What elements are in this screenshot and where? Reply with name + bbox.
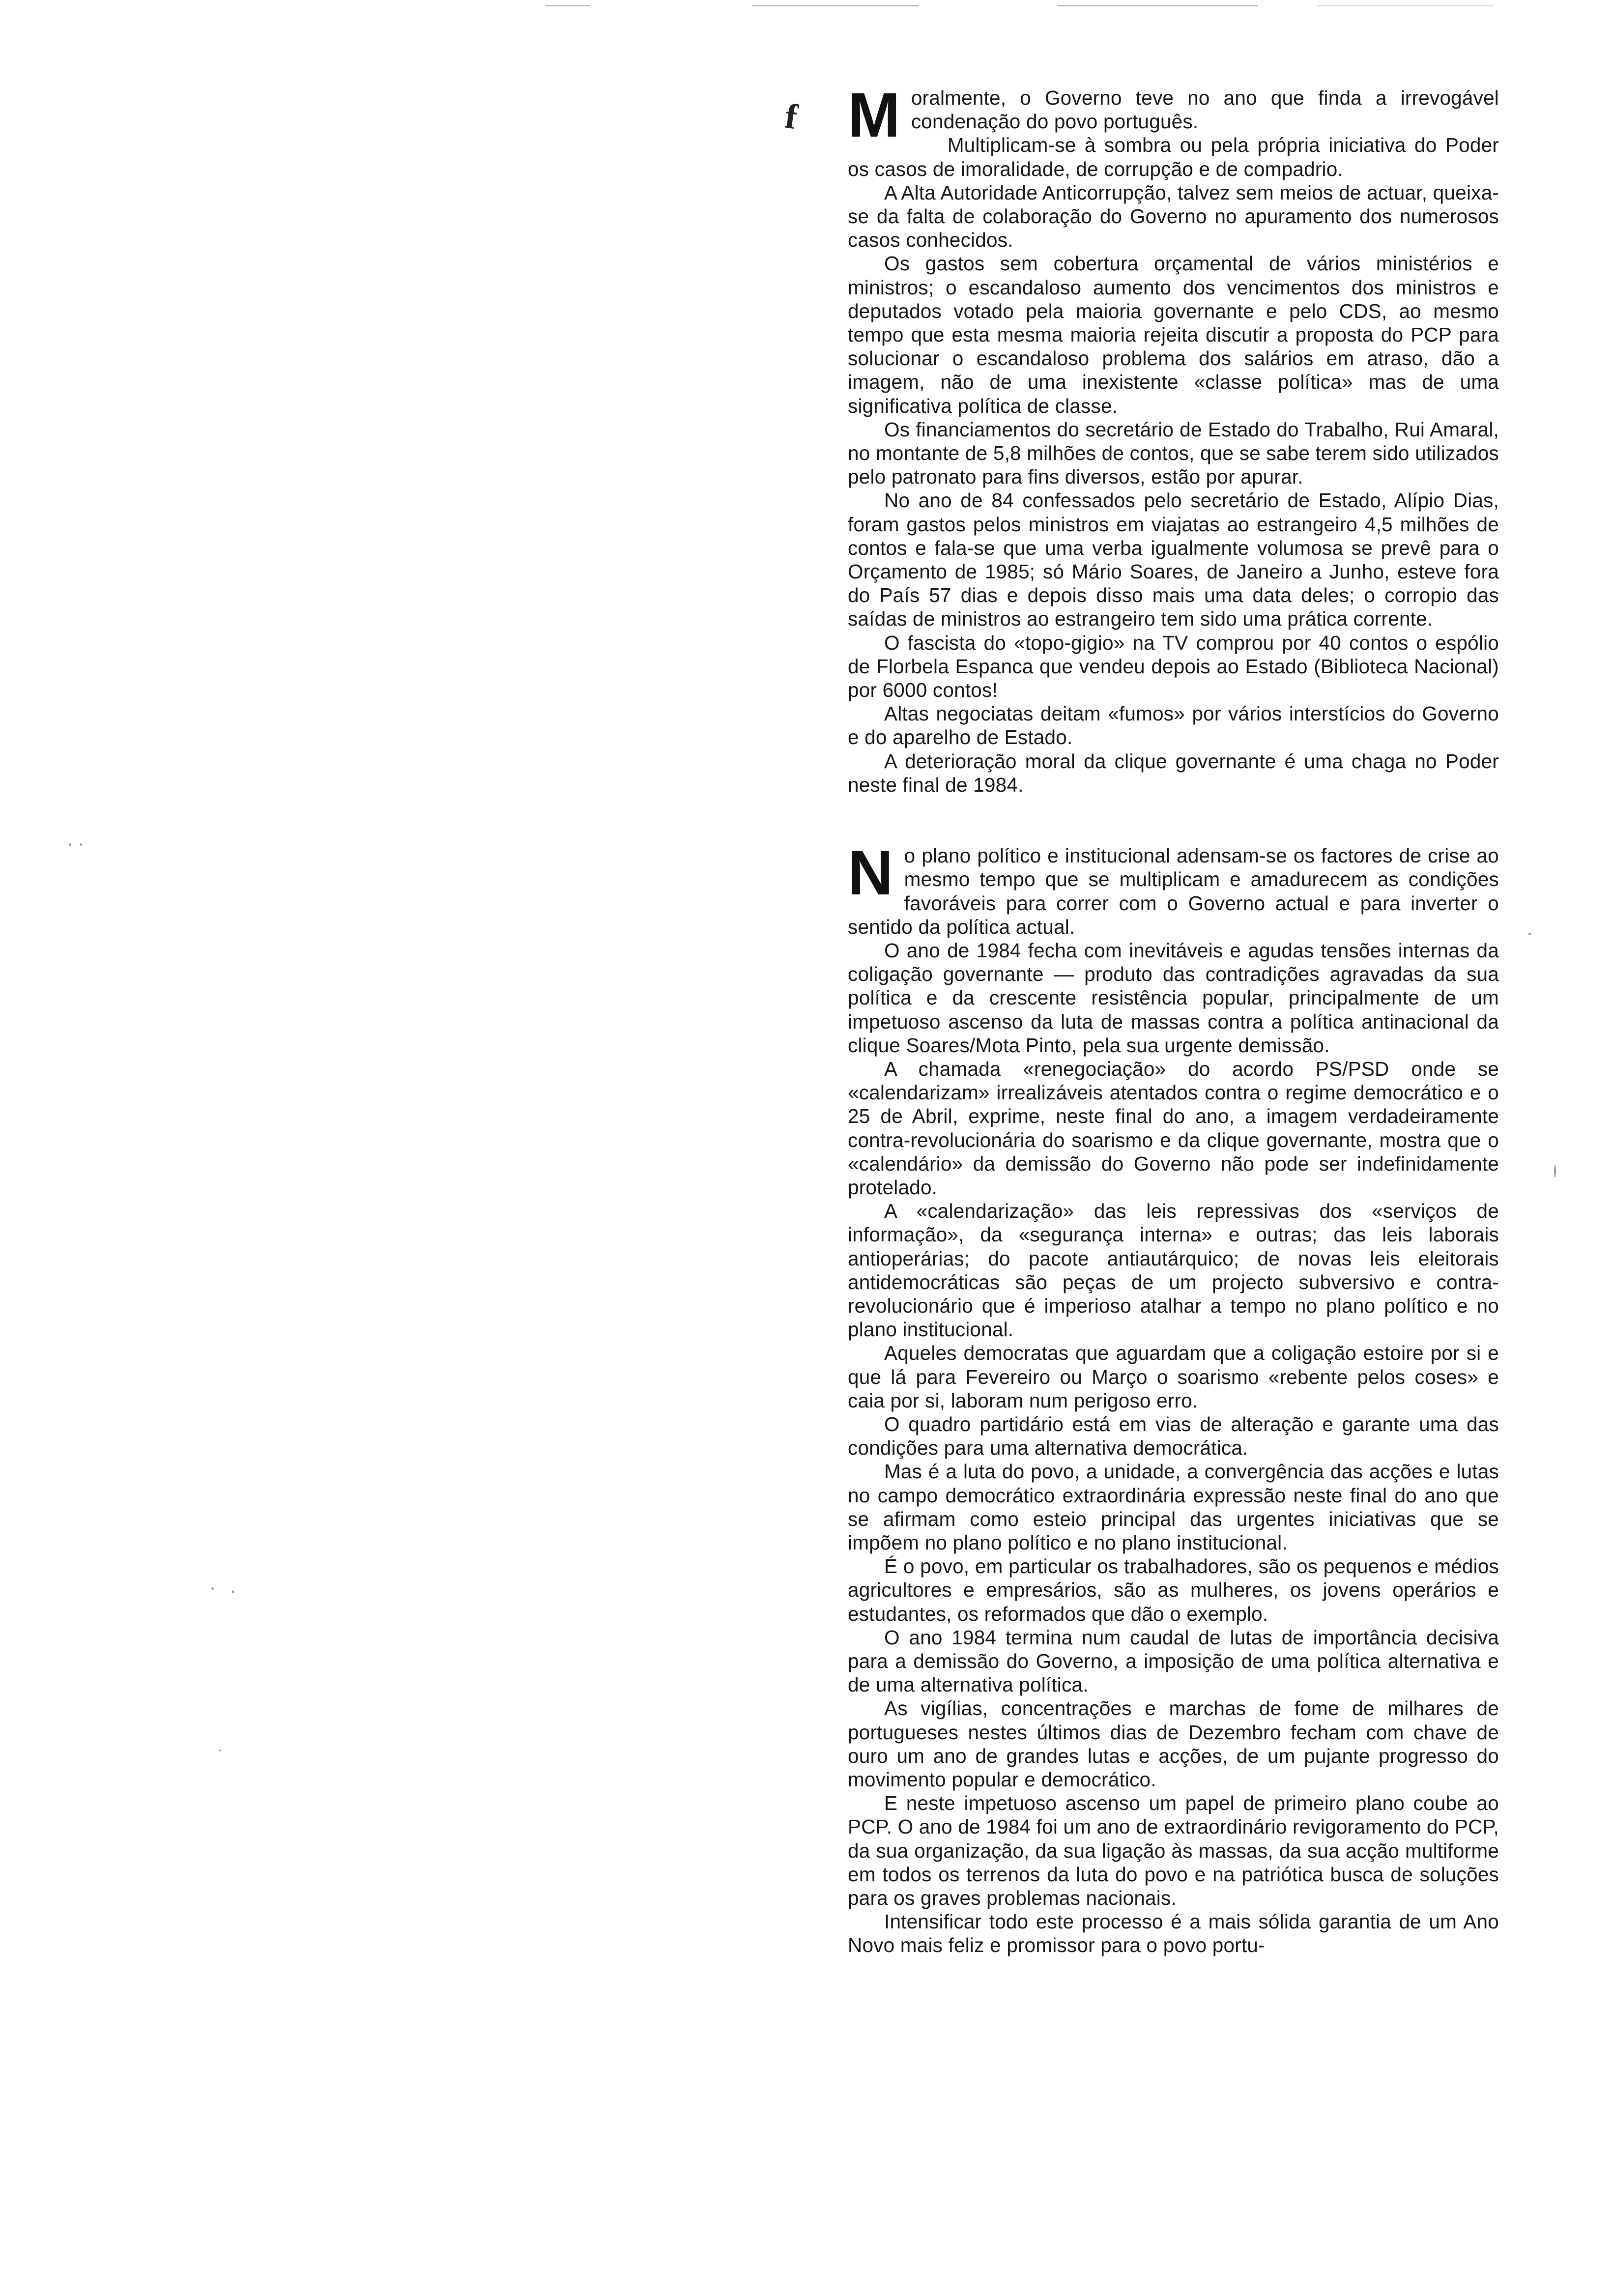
article-paragraph: A «calendarização» das leis repressivas dos «serviços de informação», da «segurança interna» e outras; das leis laborais antioperárias; do pacote antiautárquico; de novas leis eleitorais antidemocráticas são peças de um projecto subversivo e contra-revolucionário que é imperioso atalhar a tempo no plano político e no plano institucional. bbox=[848, 1200, 1499, 1341]
article-paragraph: Altas negociatas deitam «fumos» por vários interstícios do Governo e do aparelho de Estado. bbox=[848, 702, 1499, 749]
scan-rule bbox=[752, 5, 919, 6]
dropcap: N bbox=[848, 838, 893, 909]
article-paragraph: É o povo, em particular os trabalhadores, são os pequenos e médios agricultores e empresários, são as mulheres, os jovens operários e estudantes, os reformados que dão o exemplo. bbox=[848, 1555, 1499, 1625]
scan-speck bbox=[232, 1590, 234, 1593]
article-paragraph: A Alta Autoridade Anticorrupção, talvez sem meios de actuar, queixa-se da falta de colaboração do Governo no apuramento dos numerosos casos conhecidos. bbox=[848, 181, 1499, 252]
article-paragraph: O quadro partidário está em vias de alteração e garante uma das condições para uma alternativa democrática. bbox=[848, 1412, 1499, 1460]
article-paragraph: No plano político e institucional adensam-se os factores de crise ao mesmo tempo que se multiplicam e amadurecem as condições favoráveis para correr com o Governo actual e para inverter o sentido da política actual. bbox=[848, 838, 1499, 938]
article-paragraph: Aqueles democratas que aguardam que a coligação estoire por si e que lá para Fevereiro ou Março o soarismo «rebente pelos coses» e caia por si, laboram num perigoso erro. bbox=[848, 1342, 1499, 1412]
scan-rule bbox=[546, 5, 590, 6]
article-paragraph: E neste impetuoso ascenso um papel de primeiro plano coube ao PCP. O ano de 1984 foi um ano de extraordinário revigoramento do PCP, da sua organização, da sua ligação às massas, da sua acção multiforme em todos os terrenos da luta do povo e na patriótica busca de soluções para os graves problemas nacionais. bbox=[848, 1792, 1499, 1910]
page-mark: f bbox=[782, 96, 800, 137]
article-column bbox=[848, 80, 1499, 1957]
scan-speck bbox=[1554, 1165, 1556, 1177]
scan-speck bbox=[80, 843, 82, 846]
scan-rule bbox=[1317, 5, 1494, 6]
scan-speck bbox=[211, 1587, 214, 1590]
article-paragraph: Os gastos sem cobertura orçamental de vários ministérios e ministros; o escandaloso aumento dos vencimentos dos ministros e deputados votado pela maioria governante e pelo CDS, ao mesmo tempo que esta mesma maioria rejeita discutir a proposta do PCP para solucionar o escandaloso problema dos salários em atraso, dão a imagem, não de uma inexistente «classe política» mas de uma significativa política de classe. bbox=[848, 252, 1499, 417]
article-paragraph: A chamada «renegociação» do acordo PS/PSD onde se «calendarizam» irrealizáveis atentados contra o regime democrático e o 25 de Abril, exprime, neste final do ano, a imagem verdadeiramente contra-revolucionária do soarismo e da clique governante, mostra que o «calendário» da demissão do Governo não pode ser indefinidamente protelado. bbox=[848, 1057, 1499, 1199]
article-section-politics bbox=[848, 838, 1499, 1957]
article-section-moral bbox=[848, 80, 1499, 797]
scan-speck bbox=[69, 843, 71, 846]
scan-speck bbox=[219, 1750, 221, 1751]
article-paragraph: O ano 1984 termina num caudal de lutas de importância decisiva para a demissão do Governo, a imposição de uma política alternativa e de uma alternativa política. bbox=[848, 1626, 1499, 1696]
article-paragraph: O fascista do «topo-gigio» na TV comprou por 40 contos o espólio de Florbela Espanca que vendeu depois ao Estado (Biblioteca Nacional) por 6000 contos! bbox=[848, 631, 1499, 702]
article-paragraph: Intensificar todo este processo é a mais sólida garantia de um Ano Novo mais feliz e promissor para o povo portu- bbox=[848, 1910, 1499, 1957]
article-paragraph: As vigílias, concentrações e marchas de fome de milhares de portugueses nestes últimos dias de Dezembro fecham com chave de ouro um ano de grandes lutas e acções, de um pujante progresso do movimento popular e democrático. bbox=[848, 1697, 1499, 1791]
article-paragraph: Mas é a luta do povo, a unidade, a convergência das acções e lutas no campo democrático extraordinária expressão neste final do ano que se afirmam como esteio principal das urgentes iniciativas que se impõem no plano político e no plano institucional. bbox=[848, 1460, 1499, 1554]
scan-speck bbox=[1528, 933, 1531, 935]
article-paragraph: Multiplicam-se à sombra ou pela própria iniciativa do Poder os casos de imoralidade, de corrupção e de compadrio. bbox=[848, 134, 1499, 180]
article-paragraph: Os financiamentos do secretário de Estado do Trabalho, Rui Amaral, no montante de 5,8 milhões de contos, que se sabe terem sido utilizados pelo patronato para fins diversos, estão por apurar. bbox=[848, 418, 1499, 488]
scan-rule bbox=[1057, 5, 1258, 6]
article-paragraph: O ano de 1984 fecha com inevitáveis e agudas tensões internas da coligação governante — produto das contradições agravadas da sua política e da crescente resistência popular, principalmente de um impetuoso ascenso da luta de massas contra a política antinacional da clique Soares/Mota Pinto, pela sua urgente demissão. bbox=[848, 939, 1499, 1057]
article-paragraph: Moralmente, o Governo teve no ano que finda a irrevogável condenação do povo português. bbox=[848, 80, 1499, 150]
article-paragraph: No ano de 84 confessados pelo secretário de Estado, Alípio Dias, foram gastos pelos ministros em viajatas ao estrangeiro 4,5 milhões de contos e fala-se que uma verba igualmente volumosa se prevê para o Orçamento de 1985; só Mário Soares, de Janeiro a Junho, esteve fora do País 57 dias e depois disso mais uma data deles; o corropio das saídas de ministros ao estrangeiro tem sido uma prática corrente. bbox=[848, 489, 1499, 631]
dropcap: M bbox=[848, 80, 900, 150]
article-paragraph: A deterioração moral da clique governante é uma chaga no Poder neste final de 1984. bbox=[848, 749, 1499, 796]
